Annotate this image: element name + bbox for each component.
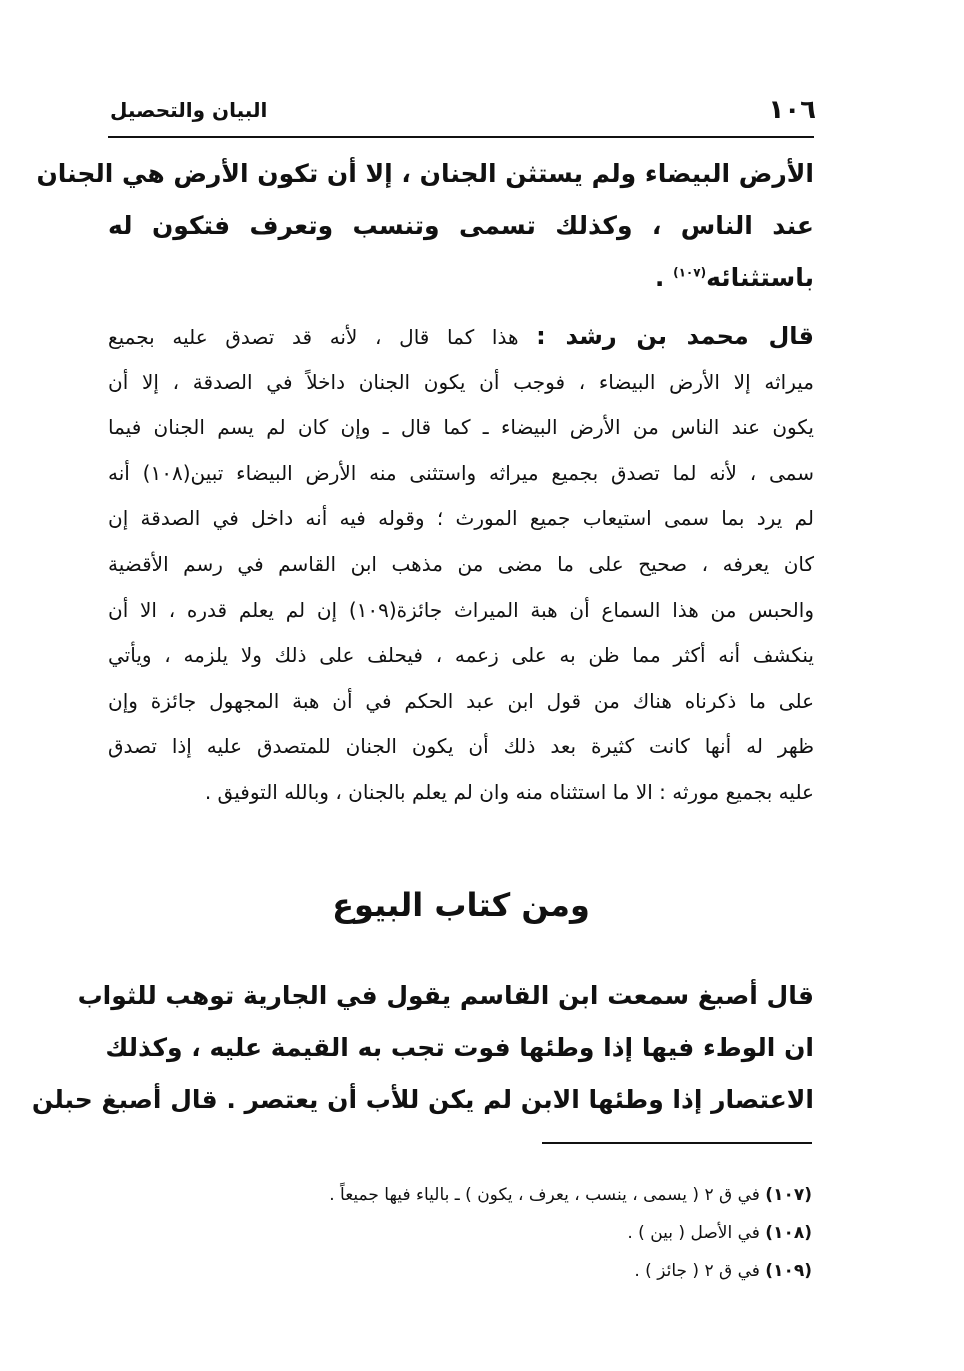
paragraph-line: ينكشف أنه أكثر مما ظن به على زعمه ، فيحلف على ذلك ولا يلزمه ، ويأتي (108, 643, 814, 668)
paragraph-line: ميراثه إلا الأرض البيضاء ، فوجب أن يكون الجنان داخلاً في الصدقة ، إلا أن (108, 369, 814, 394)
header-rule (108, 136, 814, 138)
footnote-ref: (١٠٧) (673, 265, 707, 280)
section-title: ومن كتاب البيوع (332, 886, 590, 924)
footnotes (200, 1176, 812, 1290)
page-header (110, 92, 816, 128)
footnote-rule (542, 1142, 812, 1144)
footnote (200, 1214, 812, 1252)
paragraph-line: قال أصبغ سمعت ابن القاسم يقول في الجارية توهب للثواب (77, 981, 814, 1010)
paragraph-line: ظهر له أنها كانت كثيرة بعد ذلك أن يكون الجنان للمتصدق عليه إذا تصدق (108, 734, 814, 759)
paragraph-1 (36, 148, 814, 304)
paragraph-line (108, 314, 814, 360)
paragraph-line: ان الوطء فيها إذا وطئها فوت تجب به القيمة عليه ، وكذلك (105, 1033, 814, 1062)
paragraph-line: عند الناس ، وكذلك تسمى وتنسب وتعرف فتكون له (108, 211, 814, 240)
footnote-number: (١٠٧) (765, 1185, 812, 1205)
footnote-number: (١٠٨) (765, 1223, 812, 1243)
running-title: البيان والتحصيل (110, 98, 268, 122)
footnote (200, 1176, 812, 1214)
speaker-label: قال محمد بن رشد : (536, 322, 814, 350)
paragraph-line (108, 252, 814, 304)
footnote-text: في ق ٢ ( جائز ) . (634, 1261, 766, 1281)
paragraph-2 (108, 314, 814, 816)
paragraph-line: سمى ، لأنه لما تصدق بجميع ميراثه واستثنى منه الأرض البيضاء تبين(١٠٨) أنه (108, 460, 815, 485)
footnote-text: في ق ٢ ( يسمى ، ينسب ، يعرف ، يكون ) ـ بالياء فيها جميعاً . (329, 1185, 766, 1205)
paragraph-line: الأرض البيضاء ولم يستثن الجنان ، إلا أن تكون الأرض هي الجنان (36, 159, 814, 188)
paragraph-line: يكون عند الناس من الأرض البيضاء ـ كما قال ـ وإن كان لم يسم الجنان فيما (108, 415, 814, 440)
paragraph-line: كان يعرفه ، صحيح على ما مضى من مذهب ابن القاسم في رسم الأقضية (108, 551, 814, 576)
paragraph-text: باستثنائه (706, 263, 814, 292)
paragraph-3 (31, 970, 814, 1126)
paragraph-line: على ما ذكرناه هناك من قول ابن عبد الحكم في أن هبة المجهول جائزة وإن (108, 688, 814, 713)
paragraph-ending: . (654, 263, 674, 292)
paragraph-line: عليه بجميع مورثه : الا ما استثناه منه وان لم يعلم بالجنان ، وبالله التوفيق . (204, 779, 814, 804)
paragraph-line: والحبس من هذا السماع أن هبة الميراث جائزة(١٠٩) إن لم يعلم قدره ، الا أن (108, 597, 814, 622)
footnote-text: في الأصل ( بين ) . (627, 1223, 766, 1243)
footnote-number: (١٠٩) (765, 1261, 812, 1281)
page-number: ١٠٦ (768, 95, 816, 125)
footnote (200, 1252, 812, 1290)
paragraph-line: لم يرد بما سمى استيعاب جميع المورث ؛ وقوله فيه أنه داخل في الصدقة إن (108, 506, 814, 531)
paragraph-line: الاعتصار إذا وطئها الابن لم يكن للأب أن يعتصر . قال أصبغ حبلن (31, 1085, 814, 1114)
paragraph-text: هذا كما قال ، لأنه قد تصدق عليه بجميع (108, 325, 537, 349)
